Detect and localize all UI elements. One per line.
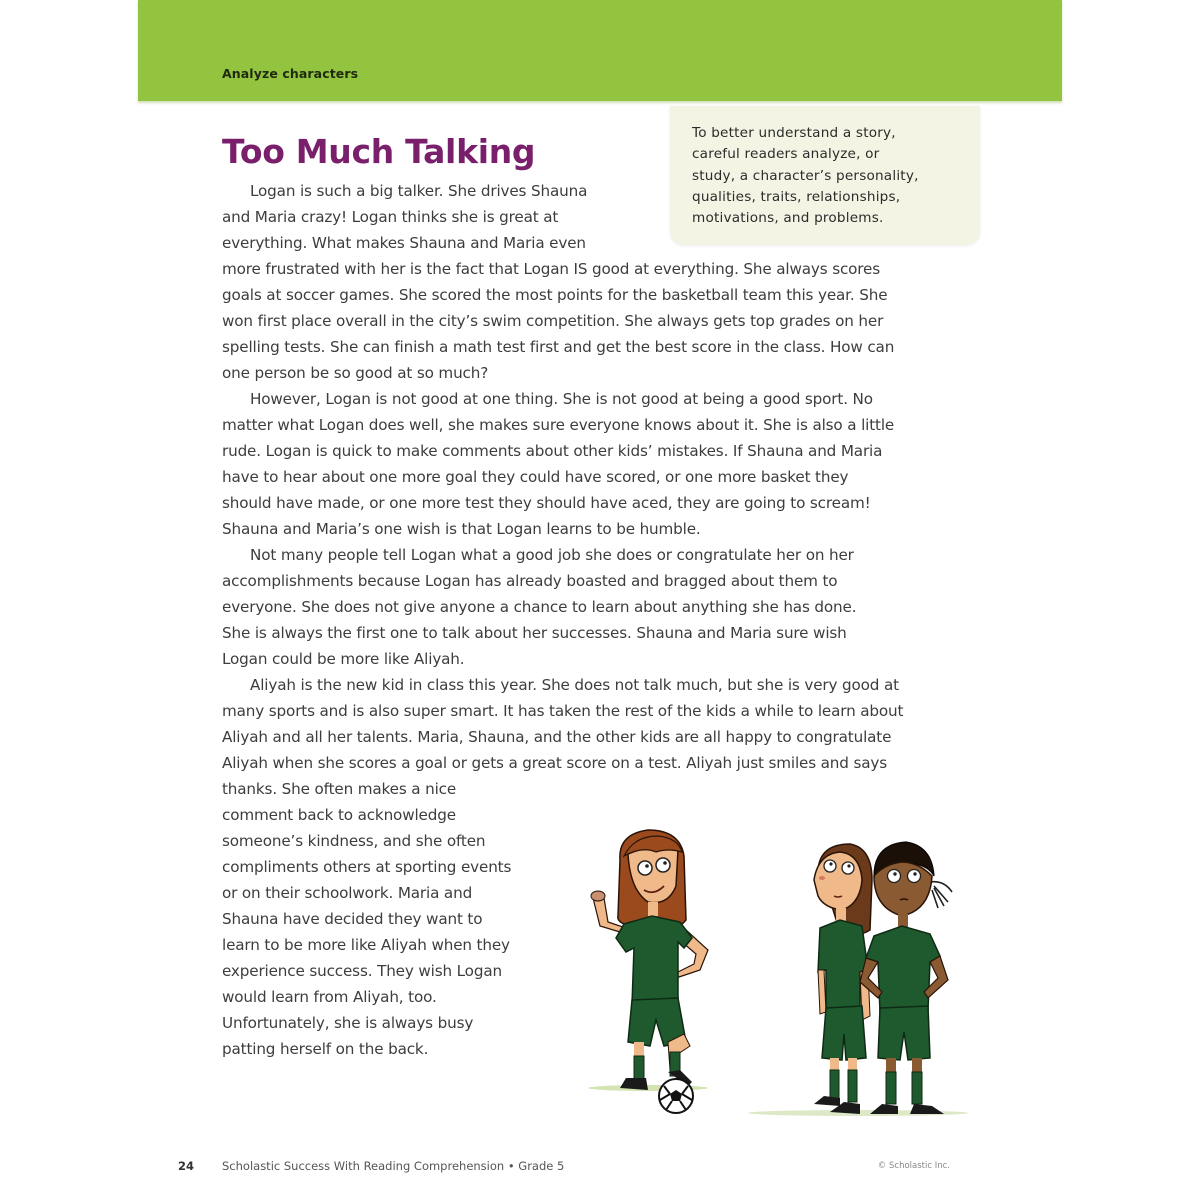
section-label: Analyze characters: [222, 66, 359, 81]
story-line: should have made, or one more test they should have aced, they are going to scream!: [222, 494, 871, 512]
story-line: accomplishments because Logan has already boasted and bragged about them to: [222, 572, 838, 590]
story-line: However, Logan is not good at one thing. She is not good at being a good sport. No: [250, 390, 873, 408]
story-line: more frustrated with her is the fact that Logan IS good at everything. She always scores: [222, 260, 881, 278]
worksheet-page: [138, 0, 1062, 1200]
page-footer: [138, 1159, 1062, 1179]
story-line: one person be so good at so much?: [222, 364, 489, 382]
story-line: everyone. She does not give anyone a chance to learn about anything she has done.: [222, 598, 857, 616]
story-line: Logan is such a big talker. She drives Shauna: [250, 182, 588, 200]
story-line: have to hear about one more goal they could have scored, or one more basket they: [222, 468, 849, 486]
story-line: matter what Logan does well, she makes sure everyone knows about it. She is also a little: [222, 416, 895, 434]
story-line: would learn from Aliyah, too.: [222, 988, 437, 1006]
copyright: © Scholastic Inc.: [877, 1161, 950, 1171]
story-line: Aliyah when she scores a goal or gets a great score on a test. Aliyah just smiles and says: [222, 754, 887, 772]
story-line: comment back to acknowledge: [222, 806, 456, 824]
callout-line: qualities, traits, relationships,: [692, 188, 901, 205]
story-line: and Maria crazy! Logan thinks she is great at: [222, 208, 559, 226]
story-line: compliments others at sporting events: [222, 858, 512, 876]
callout-line: motivations, and problems.: [692, 210, 884, 227]
page-title: Too Much Talking: [222, 132, 536, 171]
story-line: someone’s kindness, and she often: [222, 832, 486, 850]
story-line: many sports and is also super smart. It has taken the rest of the kids a while to learn about: [222, 702, 904, 720]
story-line: spelling tests. She can finish a math test first and get the best score in the class. How can: [222, 338, 895, 356]
callout-line: careful readers analyze, or: [692, 146, 880, 163]
story-line: patting herself on the back.: [222, 1040, 429, 1058]
story-line: Aliyah is the new kid in class this year. She does not talk much, but she is very good at: [250, 676, 899, 694]
story-line: experience success. They wish Logan: [222, 962, 502, 980]
soccer-girls-illustration: [568, 820, 988, 1120]
story-line: Unfortunately, she is always busy: [222, 1014, 474, 1032]
logan-figure: [591, 830, 708, 1113]
story-line: goals at soccer games. She scored the most points for the basketball team this year. She: [222, 286, 888, 304]
story-line: Not many people tell Logan what a good job she does or congratulate her on her: [250, 546, 854, 564]
story-line: She is always the first one to talk about her successes. Shauna and Maria sure wish: [222, 624, 847, 642]
page-number: 24: [178, 1159, 195, 1173]
aliyah-figure: [860, 842, 952, 1114]
story-line: or on their schoolwork. Maria and: [222, 884, 473, 902]
story-line: won first place overall in the city’s swim competition. She always gets top grades on her: [222, 312, 884, 330]
story-line: Aliyah and all her talents. Maria, Shauna, and the other kids are all happy to congratulate: [222, 728, 892, 746]
story-line: learn to be more like Aliyah when they: [222, 936, 510, 954]
callout-line: study, a character’s personality,: [692, 167, 919, 184]
story-line: everything. What makes Shauna and Maria even: [222, 234, 586, 252]
book-title: Scholastic Success With Reading Comprehension • Grade 5: [222, 1159, 565, 1173]
soccer-ball: [659, 1079, 693, 1113]
story-line: thanks. She often makes a nice: [222, 780, 457, 798]
story-line: Logan could be more like Aliyah.: [222, 650, 465, 668]
callout-line: To better understand a story,: [692, 125, 896, 141]
story-line: Shauna and Maria’s one wish is that Logan learns to be humble.: [222, 520, 701, 538]
header-band: [138, 0, 1062, 101]
story-line: rude. Logan is quick to make comments about other kids’ mistakes. If Shauna and Maria: [222, 442, 883, 460]
story-line: Shauna have decided they want to: [222, 910, 483, 928]
illustration-icon: [568, 820, 988, 1120]
